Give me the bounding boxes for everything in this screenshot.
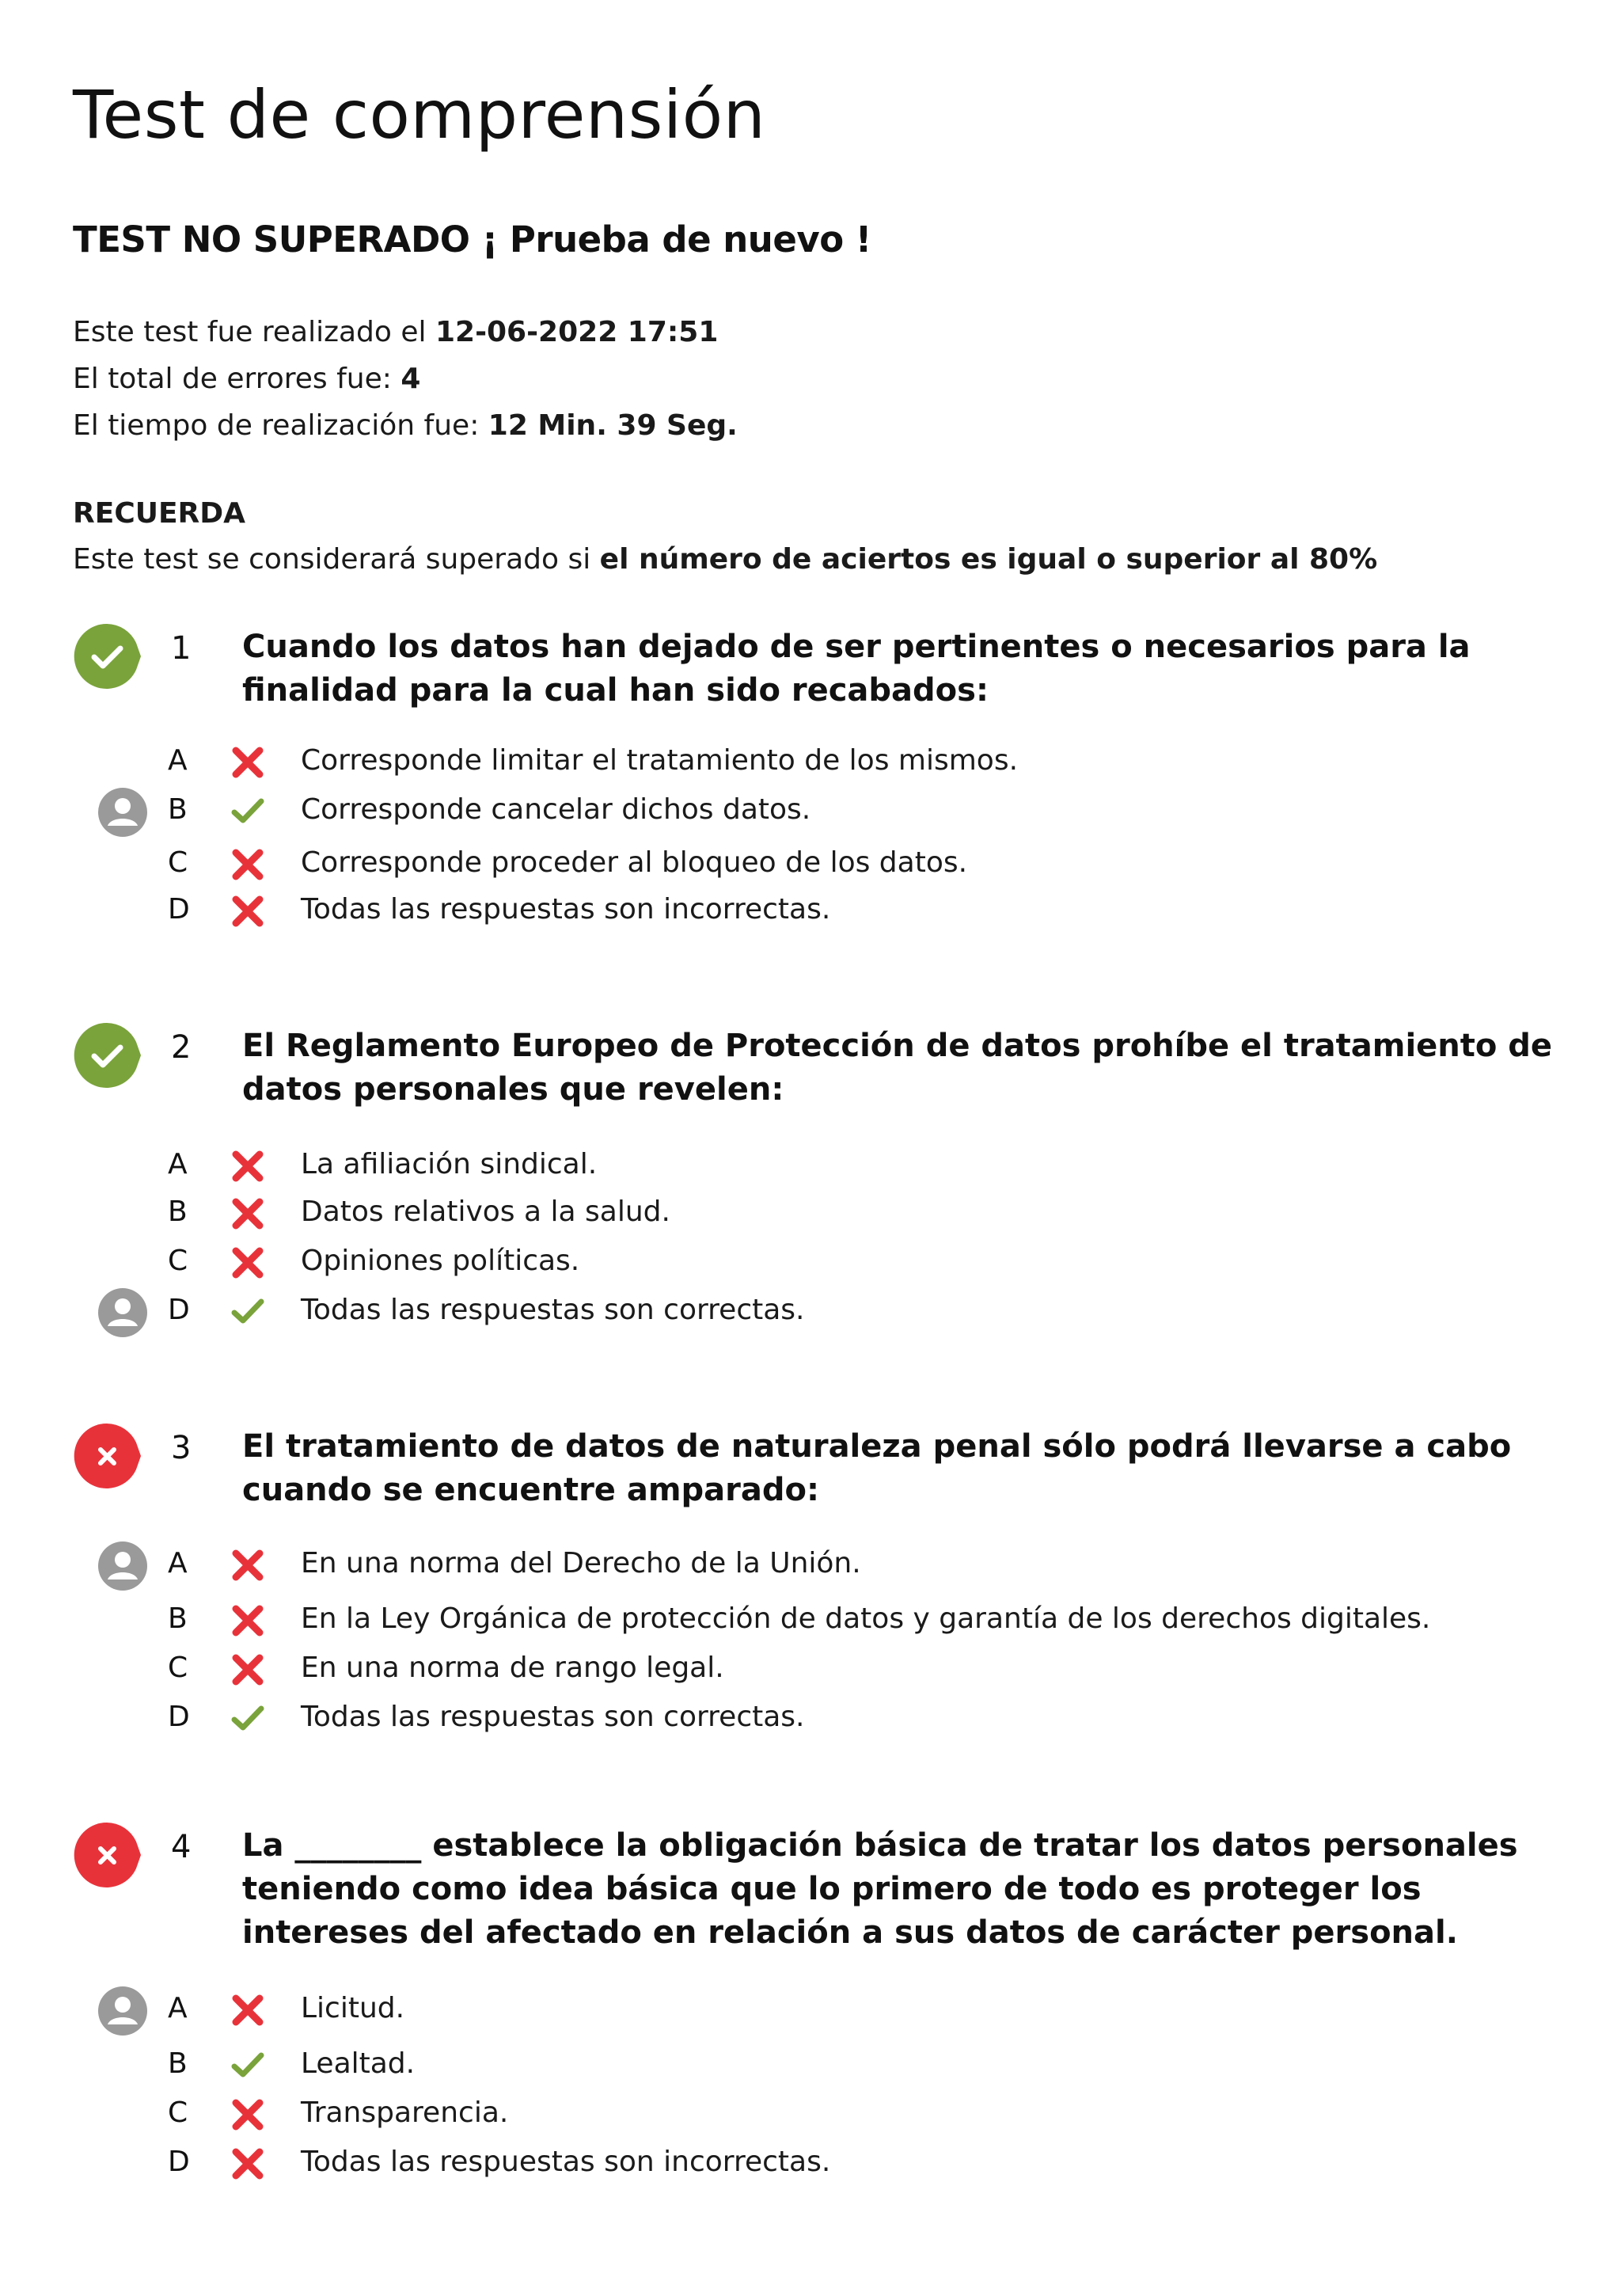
check-icon: [230, 1701, 266, 1737]
cross-icon: [230, 1992, 266, 2028]
answer-option-d: [0, 2141, 1621, 2188]
wrong-status-icon: [73, 1422, 141, 1490]
option-text: Transparencia.: [301, 2096, 509, 2129]
option-text: En la Ley Orgánica de protección de datos y garantía de los derechos digitales.: [301, 1602, 1431, 1635]
user-answer-icon: [97, 1540, 149, 1592]
check-icon: [230, 793, 266, 830]
question-text: La ________ establece la obligación básica de tratar los datos personales teniendo como idea básica que lo primero de todo es proteger los intereses del afectado en relación a sus datos de carácter personal.: [242, 1827, 1518, 1951]
cross-icon: [230, 1602, 266, 1639]
option-letter: A: [168, 1148, 188, 1180]
cross-icon: [230, 2096, 266, 2133]
answer-option-c: [0, 1647, 1621, 1694]
option-text: Corresponde proceder al bloqueo de los datos.: [301, 846, 968, 879]
result-heading: TEST NO SUPERADO ¡ Prueba de nuevo !: [73, 219, 871, 260]
cross-icon: [230, 2146, 266, 2182]
answer-option-a: [0, 1987, 1621, 2035]
option-letter: D: [168, 1701, 190, 1733]
answer-option-b: [0, 789, 1621, 836]
user-answer-icon: [97, 786, 149, 838]
cross-icon: [230, 893, 266, 929]
option-text: Corresponde cancelar dichos datos.: [301, 793, 811, 826]
option-letter: A: [168, 1992, 188, 2024]
answer-option-d: [0, 1696, 1621, 1743]
cross-icon: [230, 1148, 266, 1184]
question-number: 1: [171, 630, 192, 667]
check-icon: [230, 2047, 266, 2084]
remember-title: RECUERDA: [73, 497, 246, 530]
option-letter: B: [168, 1196, 188, 1228]
question-text: El Reglamento Europeo de Protección de datos prohíbe el tratamiento de datos personales que revelen:: [242, 1028, 1553, 1108]
answer-option-c: [0, 842, 1621, 889]
answer-option-b: [0, 1191, 1621, 1238]
answer-option-a: [0, 739, 1621, 787]
option-letter: C: [168, 1652, 188, 1684]
cross-icon: [230, 1196, 266, 1232]
answer-option-a: [0, 1143, 1621, 1191]
info-errors-row: [73, 355, 738, 402]
info-date-label: Este test fue realizado el: [73, 316, 435, 348]
option-letter: A: [168, 1547, 188, 1579]
user-answer-icon: [97, 1287, 149, 1339]
info-time-label: El tiempo de realización fue:: [73, 409, 488, 442]
option-letter: D: [168, 893, 190, 926]
info-date-row: [73, 309, 738, 355]
question-number: 3: [171, 1430, 192, 1466]
option-text: En una norma del Derecho de la Unión.: [301, 1547, 861, 1579]
option-letter: D: [168, 2146, 190, 2178]
option-text: La afiliación sindical.: [301, 1148, 598, 1180]
question-number: 2: [171, 1029, 192, 1066]
option-text: Todas las respuestas son correctas.: [301, 1294, 805, 1326]
question-text: Cuando los datos han dejado de ser pertinentes o necesarios para la finalidad para la cual han sido recabados:: [242, 629, 1471, 709]
cross-icon: [230, 846, 266, 883]
option-letter: A: [168, 744, 188, 777]
wrong-status-icon: [73, 1821, 141, 1889]
test-info: [73, 309, 738, 449]
option-letter: B: [168, 2047, 188, 2080]
option-text: Todas las respuestas son incorrectas.: [301, 2146, 831, 2178]
answer-option-a: [0, 1542, 1621, 1590]
option-text: Datos relativos a la salud.: [301, 1196, 670, 1228]
info-time-row: [73, 402, 738, 449]
info-time-value: 12 Min. 39 Seg.: [488, 409, 738, 442]
correct-status-icon: [73, 1021, 141, 1089]
question-number: 4: [171, 1829, 192, 1865]
remember-text-row: [73, 537, 1377, 583]
question-text: El tratamiento de datos de naturaleza penal sólo podrá llevarse a cabo cuando se encuentre amparado:: [242, 1428, 1512, 1508]
option-text: Todas las respuestas son correctas.: [301, 1701, 805, 1733]
answer-option-d: [0, 888, 1621, 936]
option-text: Lealtad.: [301, 2047, 416, 2080]
page-title: Test de comprensión: [73, 76, 766, 154]
option-letter: B: [168, 1602, 188, 1635]
user-answer-icon: [97, 1985, 149, 2037]
cross-icon: [230, 744, 266, 781]
option-letter: C: [168, 1245, 188, 1277]
option-text: Licitud.: [301, 1992, 405, 2024]
answer-option-c: [0, 2092, 1621, 2139]
option-letter: B: [168, 793, 188, 826]
info-errors-label: El total de errores fue:: [73, 363, 401, 395]
option-letter: D: [168, 1294, 190, 1326]
option-text: Opiniones políticas.: [301, 1245, 580, 1277]
cross-icon: [230, 1652, 266, 1688]
remember-text: Este test se considerará superado si: [73, 543, 600, 576]
answer-option-d: [0, 1289, 1621, 1336]
answer-option-b: [0, 1598, 1621, 1645]
info-date-value: 12-06-2022 17:51: [435, 316, 719, 348]
option-text: Todas las respuestas son incorrectas.: [301, 893, 831, 926]
option-text: En una norma de rango legal.: [301, 1652, 724, 1684]
check-icon: [230, 1294, 266, 1330]
correct-status-icon: [73, 622, 141, 690]
cross-icon: [230, 1245, 266, 1281]
remember-bold: el número de aciertos es igual o superior al 80%: [599, 543, 1378, 576]
option-text: Corresponde limitar el tratamiento de los mismos.: [301, 744, 1019, 777]
remember-box: [73, 491, 1377, 583]
answer-option-c: [0, 1240, 1621, 1287]
cross-icon: [230, 1547, 266, 1583]
answer-option-b: [0, 2043, 1621, 2090]
info-errors-value: 4: [401, 363, 421, 395]
option-letter: C: [168, 846, 188, 879]
option-letter: C: [168, 2096, 188, 2129]
